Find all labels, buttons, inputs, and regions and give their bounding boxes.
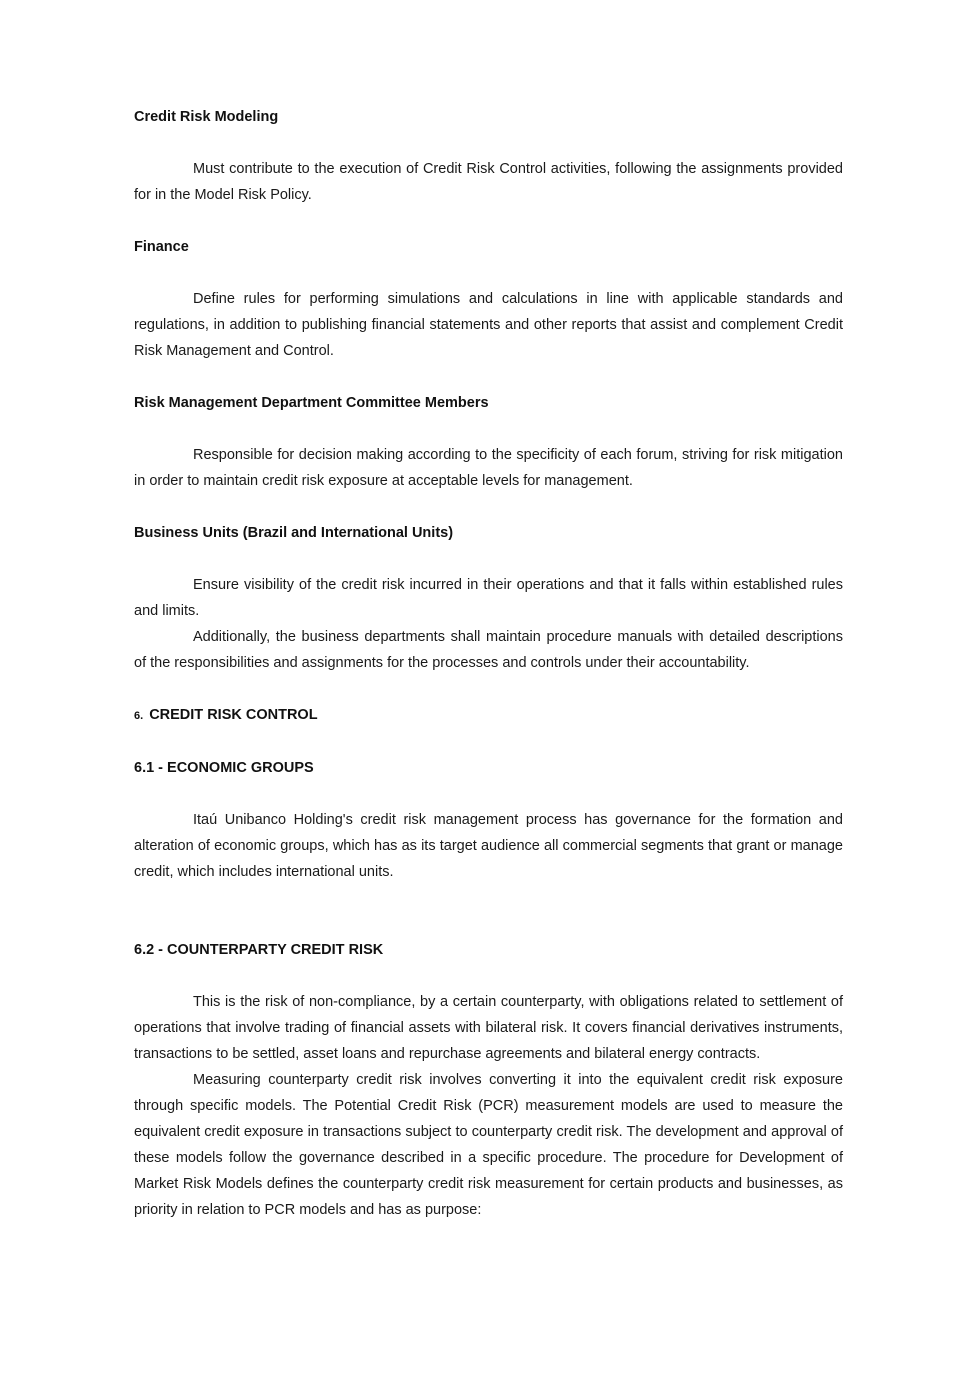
paragraph: Must contribute to the execution of Credit Risk Control activities, following the assignments provided for in the Model Risk Policy. [134, 161, 843, 203]
heading-finance: Finance [134, 239, 189, 255]
paragraph: Ensure visibility of the credit risk incurred in their operations and that it falls within established rules and limits. [134, 577, 843, 619]
section-title: CREDIT RISK CONTROL [149, 707, 318, 723]
document-page [134, 104, 843, 1223]
heading-economic-groups: 6.1 - ECONOMIC GROUPS [134, 760, 314, 776]
paragraph: Itaú Unibanco Holding's credit risk management process has governance for the formation and alteration of economic groups, which has as its target audience all commercial segments that grant or manage credit, which includes international units. [134, 812, 843, 880]
paragraph: This is the risk of non-compliance, by a certain counterparty, with obligations related to settlement of operations that involve trading of financial assets with bilateral risk. It covers financial derivatives instruments, transactions to be settled, asset loans and repurchase agreements and bilateral energy contracts. [134, 994, 843, 1062]
heading-counterparty-credit-risk: 6.2 - COUNTERPARTY CREDIT RISK [134, 942, 384, 958]
heading-credit-risk-control [134, 702, 843, 729]
paragraph: Responsible for decision making according to the specificity of each forum, striving for risk mitigation in order to maintain credit risk exposure at acceptable levels for management. [134, 447, 843, 489]
section-number: 6. [134, 710, 144, 722]
heading-credit-risk-modeling: Credit Risk Modeling [134, 109, 279, 125]
paragraph: Measuring counterparty credit risk involves converting it into the equivalent credit risk exposure through specific models. The Potential Credit Risk (PCR) measurement models are used to measure the equivalent credit exposure in transactions subject to counterparty credit risk. The development and approval of these models follow the governance described in a specific procedure. The procedure for Development of Market Risk Models defines the counterparty credit risk measurement for certain products and businesses, as priority in relation to PCR models and has as purpose: [134, 1072, 843, 1218]
paragraph: Define rules for performing simulations and calculations in line with applicable standards and regulations, in addition to publishing financial statements and other reports that assist and complement Credit Risk Management and Control. [134, 291, 843, 359]
paragraph: Additionally, the business departments shall maintain procedure manuals with detailed descriptions of the responsibilities and assignments for the processes and controls under their accountability. [134, 629, 843, 671]
heading-business-units: Business Units (Brazil and International Units) [134, 525, 454, 541]
heading-risk-committee: Risk Management Department Committee Members [134, 395, 489, 411]
